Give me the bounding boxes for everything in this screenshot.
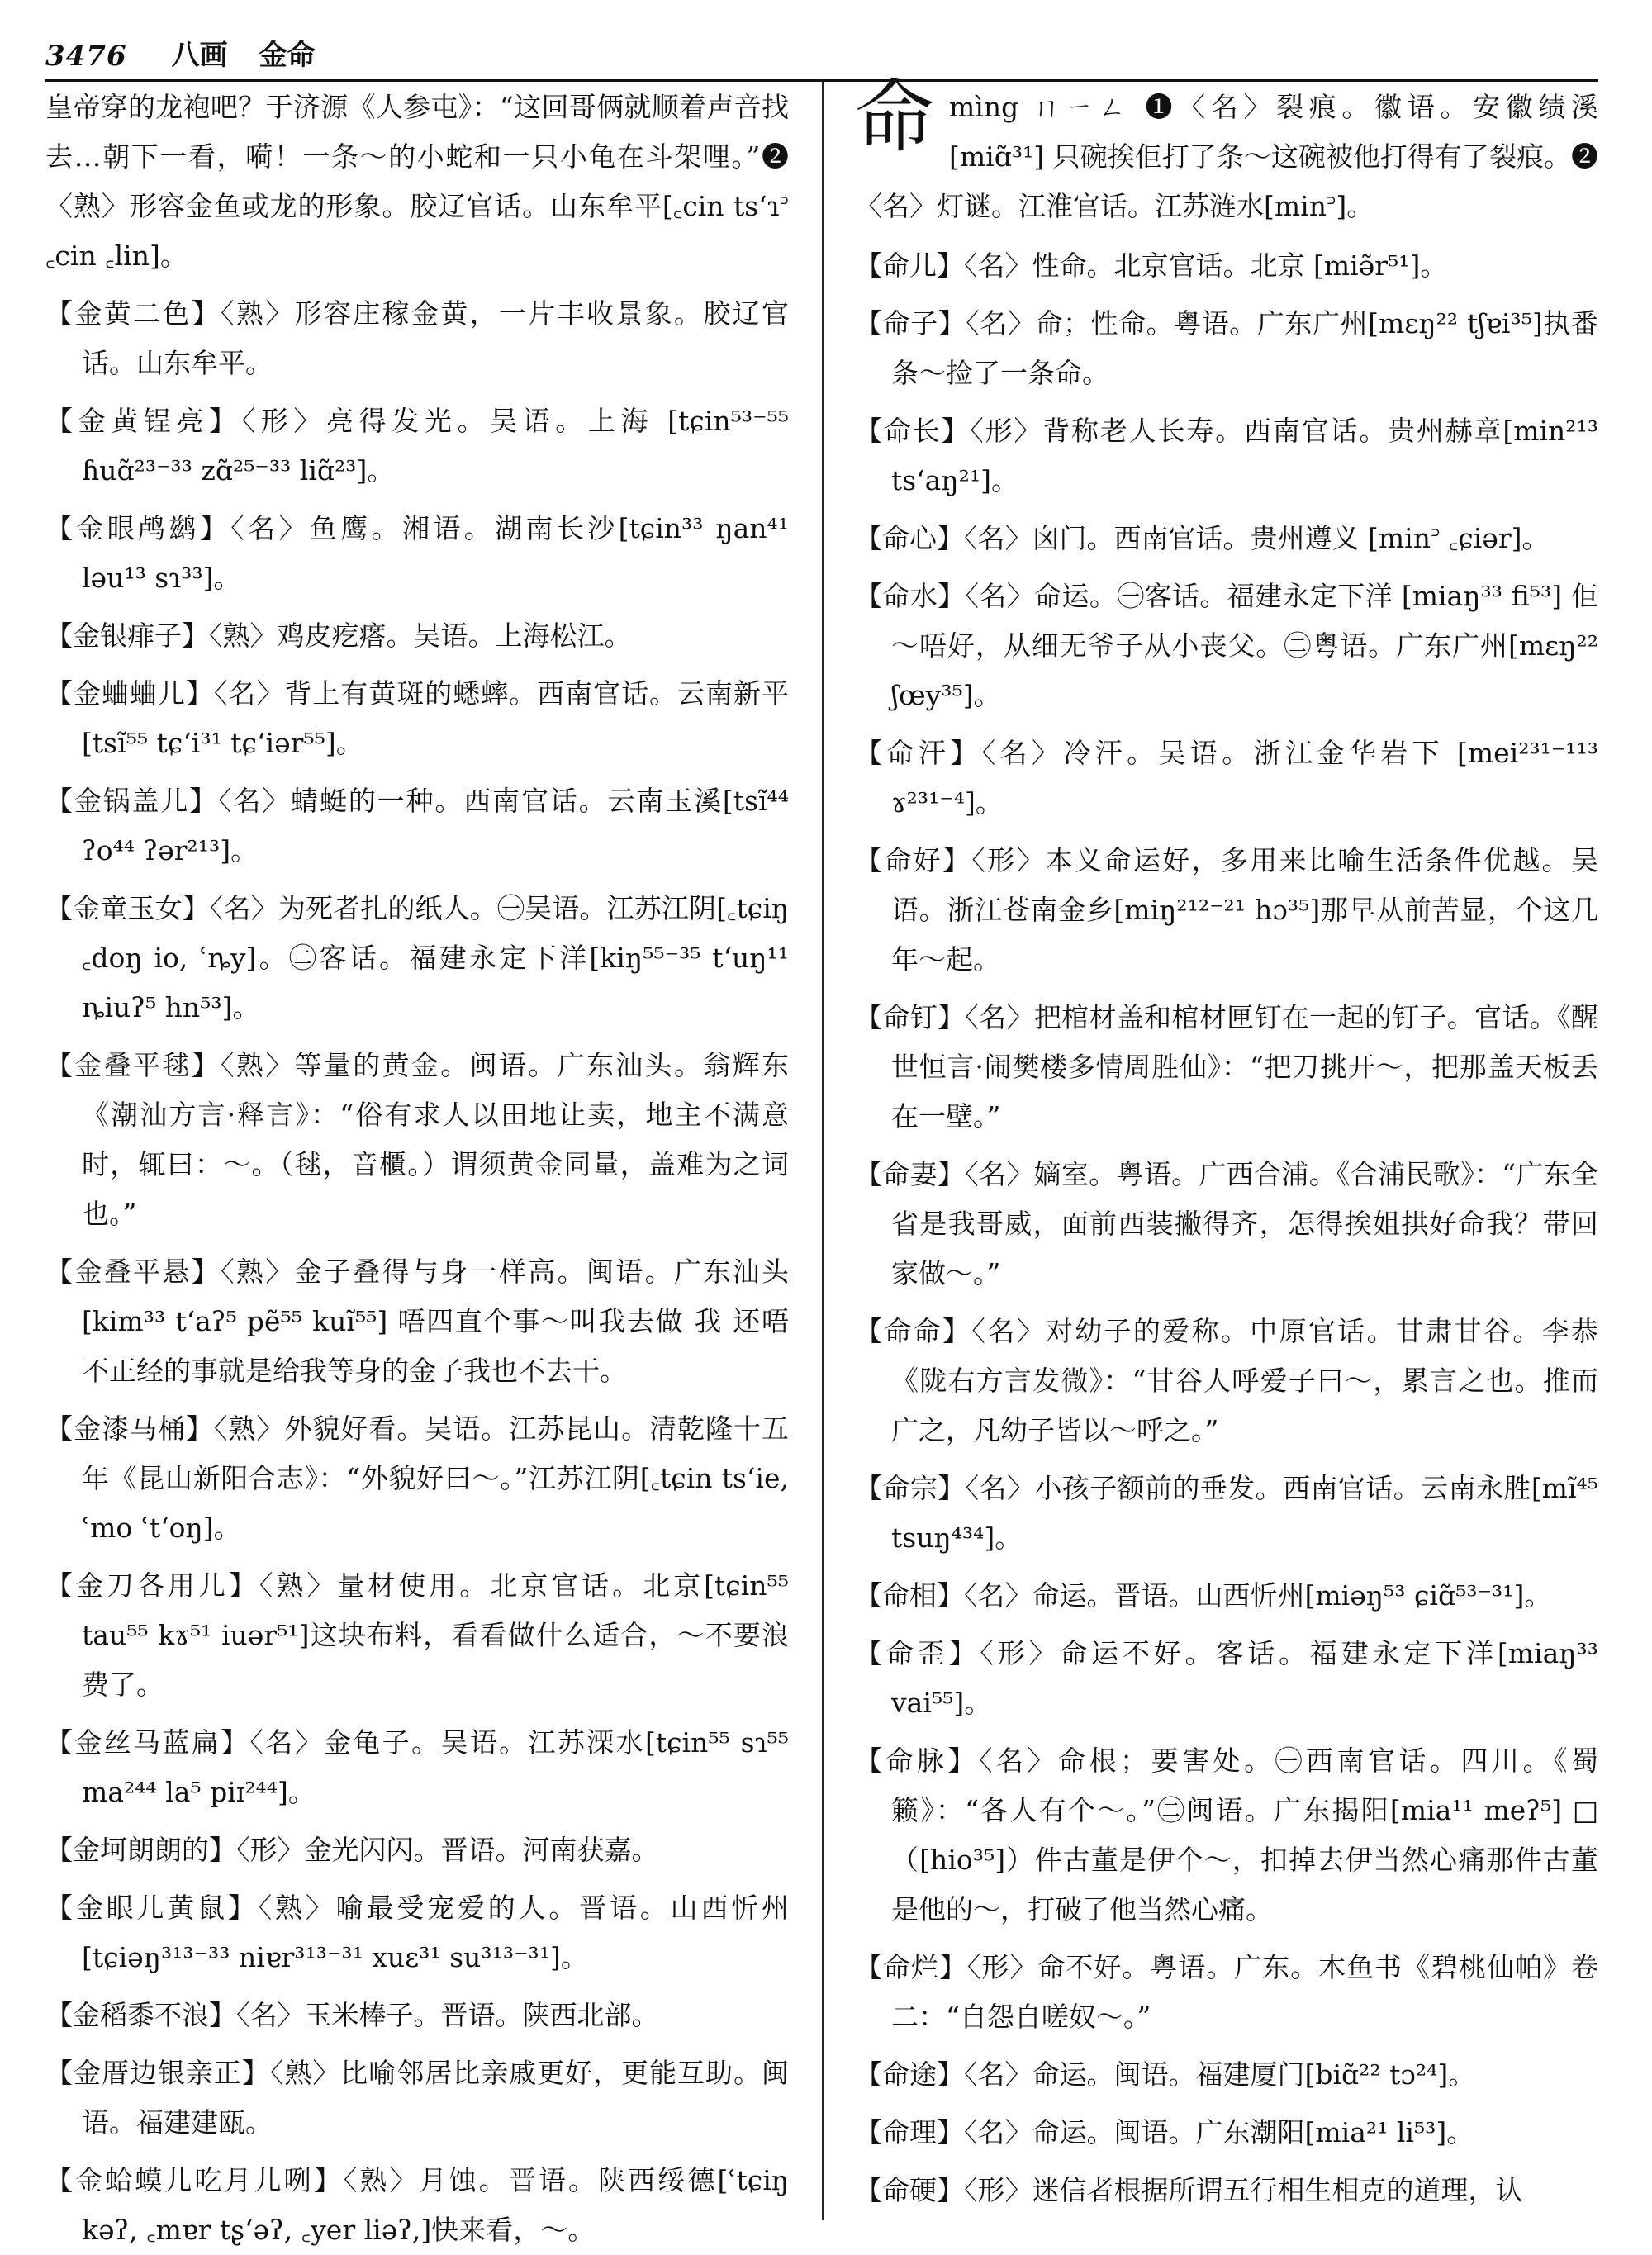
dictionary-entry: 【命汗】〈名〉冷汗。吴语。浙江金华岩下 [mei²³¹⁻¹¹³ ɤ²³¹⁻⁴]。	[855, 737, 1598, 819]
dictionary-entry: 【命命】〈名〉对幼子的爱称。中原官话。甘肃甘谷。李恭《陇右方言发微》：“甘谷人呼爱子曰～，累言之也。推而广之，凡幼子皆以～呼之。”	[855, 1315, 1598, 1446]
dictionary-entry: 【金稻黍不浪】〈名〉玉米棒子。晋语。陕西北部。	[45, 1999, 659, 2031]
column-divider	[822, 81, 824, 2220]
dictionary-entry: 【金刀各用儿】〈熟〉量材使用。北京官话。北京[tɕin⁵⁵ tau⁵⁵ kɤ⁵¹ iuər⁵¹]这块布料，看看做什么适合，～不要浪费了。	[45, 1569, 789, 1701]
dictionary-entry: 【金银痱子】〈熟〉鸡皮疙瘩。吴语。上海松江。	[45, 620, 632, 652]
dictionary-entry: 【金坷朗朗的】〈形〉金光闪闪。晋语。河南获嘉。	[45, 1834, 659, 1866]
dictionary-entry: 【命钉】〈名〉把棺材盖和棺材匣钉在一起的钉子。官话。《醒世恒言·闹樊楼多情周胜仙》：“把刀挑开～，把那盖天板丢在一壁。”	[855, 1001, 1598, 1132]
dictionary-entry: 【命心】〈名〉囟门。西南官话。贵州遵义 [min꜄ ꜀ɕiər]。	[855, 522, 1550, 554]
headword-char: 命	[855, 71, 934, 164]
dictionary-entry: 【命途】〈名〉命运。闽语。福建厦门[biɑ̃²² tɔ²⁴]。	[855, 2058, 1476, 2091]
dictionary-entry: 【金蛤蟆儿吃月儿咧】〈熟〉月蚀。晋语。陕西绥德[ʿtɕiŋ kəʔ, ꜀mɐr tʂʻəʔ, ꜀yer liəʔ,]快来看，～。	[45, 2164, 789, 2246]
dictionary-entry: 【命好】〈形〉本义命运好，多用来比喻生活条件优越。吴语。浙江苍南金乡[miŋ²¹²⁻²¹ hɔ³⁵]那早从前苦显，个这几年～起。	[855, 844, 1598, 976]
dictionary-entry: 【命儿】〈名〉性命。北京官话。北京 [miə̃r⁵¹]。	[855, 249, 1448, 282]
dictionary-entry: 【金厝边银亲正】〈熟〉比喻邻居比亲戚更好，更能互助。闽语。福建建瓯。	[45, 2057, 789, 2139]
page-header	[45, 23, 1598, 82]
dictionary-entry: 【金黄锃亮】〈形〉亮得发光。吴语。上海 [tɕin⁵³⁻⁵⁵ ɦuɑ̃²³⁻³³ zɑ̃²⁵⁻³³ liɑ̃²³]。	[45, 405, 789, 487]
right-column	[855, 71, 1598, 2222]
headword-definition: mìng ㄇㄧㄥ ❶〈名〉裂痕。徽语。安徽绩溪 [miɑ̃³¹] 只碗挨佢打了条～这碗被他打得有了裂痕。❷〈名〉灯谜。江淮官话。江苏涟水[min꜄]。	[855, 91, 1598, 222]
dictionary-entry: 【命水】〈名〉命运。㊀客话。福建永定下洋 [miaŋ³³ fi⁵³] 佢～唔好，从细无爷子从小丧父。㊁粤语。广东广州[mɛŋ²² ʃœy³⁵]。	[855, 580, 1598, 711]
dictionary-entry: 【金黄二色】〈熟〉形容庄稼金黄，一片丰收景象。胶辽官话。山东牟平。	[45, 297, 789, 379]
dictionary-entry: 【金蛐蛐儿】〈名〉背上有黄斑的蟋蟀。西南官话。云南新平[tsĩ⁵⁵ tɕʻi³¹ tɕʻiər⁵⁵]。	[45, 677, 789, 759]
dictionary-entry: 【金眼鸬鹚】〈名〉鱼鹰。湘语。湖南长沙[tɕin³³ ŋan⁴¹ ləu¹³ sɿ³³]。	[45, 512, 789, 594]
dictionary-entry: 【命歪】〈形〉命运不好。客话。福建永定下洋[miaŋ³³ vai⁵⁵]。	[855, 1637, 1598, 1719]
dictionary-entry: 【金童玉女】〈名〉为死者扎的纸人。㊀吴语。江苏江阴[꜀tɕiŋ ꜀doŋ io, ʿȵy]。㊁客话。福建永定下洋[kiŋ⁵⁵⁻³⁵ tʻuŋ¹¹ ȵiuʔ⁵ hn⁵³]。	[45, 892, 789, 1023]
page-number: 3476	[45, 40, 127, 73]
headword-entry	[855, 71, 1598, 231]
dictionary-entry: 【金叠平悬】〈熟〉金子叠得与身一样高。闽语。广东汕头 [kim³³ tʻaʔ⁵ pẽ⁵⁵ kuĩ⁵⁵] 唔四直个事～叫我去做 我 还唔不正经的事就是给我等身的金子我也不去干。	[45, 1256, 789, 1387]
dictionary-entry: 【金丝马蓝扁】〈名〉金龟子。吴语。江苏溧水[tɕin⁵⁵ sɿ⁵⁵ ma²⁴⁴ la⁵ piɪ²⁴⁴]。	[45, 1726, 789, 1808]
dictionary-entry: 【命烂】〈形〉命不好。粤语。广东。木鱼书《碧桃仙帕》卷二：“自怨自嗟奴～。”	[855, 1951, 1598, 2033]
header-chars: 金命	[259, 39, 316, 72]
dictionary-entry: 皇帝穿的龙袍吧？于济源《人参屯》：“这回哥俩就顺着声音找去…朝下一看，嗬！一条～的小蛇和一只小龟在斗架哩。”❷〈熟〉形容金鱼或龙的形象。胶辽官话。山东牟平[꜀cin tsʻɿ꜄ ꜀cin ꜀lin]。	[45, 91, 789, 272]
dictionary-entry: 【命宗】〈名〉小孩子额前的垂发。西南官话。云南永胜[mĩ⁴⁵ tsuŋ⁴³⁴]。	[855, 1472, 1598, 1554]
dictionary-entry: 【命硬】〈形〉迷信者根据所谓五行相生相克的道理，认	[855, 2174, 1523, 2206]
dictionary-entry: 【命长】〈形〉背称老人长寿。西南官话。贵州赫章[min²¹³ tsʻaŋ²¹]。	[855, 415, 1598, 496]
left-column	[45, 83, 789, 2246]
section-label: 八画	[171, 39, 228, 72]
dictionary-entry: 【命相】〈名〉命运。晋语。山西忻州[miəŋ⁵³ ɕiɑ̃⁵³⁻³¹]。	[855, 1579, 1552, 1612]
dictionary-entry: 【命子】〈名〉命；性命。粤语。广东广州[mɛŋ²² tʃɐi³⁵]执番条～捡了一条命。	[855, 307, 1598, 389]
dictionary-entry: 【命妻】〈名〉嫡室。粤语。广西合浦。《合浦民歌》：“广东全省是我哥威，面前西装撇得齐，怎得挨姐拱好命我？带回家做～。”	[855, 1158, 1598, 1289]
dictionary-entry: 【金叠平毬】〈熟〉等量的黄金。闽语。广东汕头。翁辉东《潮汕方言·释言》：“俗有求人以田地让卖，地主不满意时，辄曰：～。（毬，音櫃。）谓须黄金同量，盖难为之词也。”	[45, 1049, 789, 1230]
dictionary-entry: 【命理】〈名〉命运。闽语。广东潮阳[mia²¹ li⁵³]。	[855, 2116, 1474, 2148]
dictionary-entry: 【命脉】〈名〉命根；要害处。㊀西南官话。四川。《蜀籁》：“各人有个～。”㊁闽语。广东揭阳[mia¹¹ meʔ⁵] □（[hio³⁵]）件古董是伊个～，扣掉去伊当然心痛那件古董是他的～，打破了他当然心痛。	[855, 1745, 1598, 1925]
dictionary-entry: 【金锅盖儿】〈名〉蜻蜓的一种。西南官话。云南玉溪[tsĩ⁴⁴ ʔo⁴⁴ ʔər²¹³]。	[45, 785, 789, 866]
dictionary-entry: 【金眼儿黄鼠】〈熟〉喻最受宠爱的人。晋语。山西忻州[tɕiəŋ³¹³⁻³³ niɐr³¹³⁻³¹ xuɛ³¹ su³¹³⁻³¹]。	[45, 1892, 789, 1973]
dictionary-entry: 【金漆马桶】〈熟〉外貌好看。吴语。江苏昆山。清乾隆十五年《昆山新阳合志》：“外貌好曰～。”江苏江阴[꜀tɕin tsʻie, ʿmo ʿtʻoŋ]。	[45, 1412, 789, 1544]
